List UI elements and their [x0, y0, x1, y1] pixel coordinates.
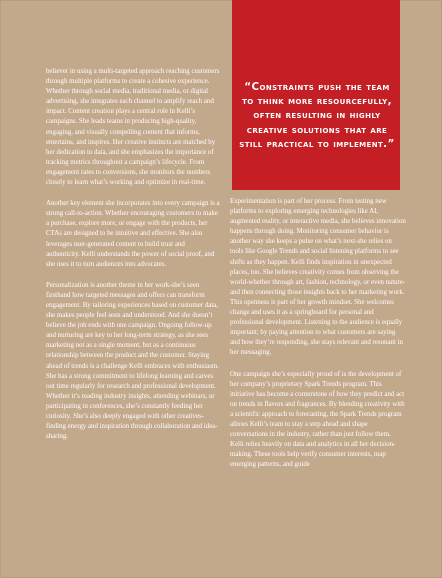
pull-quote-box [232, 0, 400, 190]
pull-quote-text: “Constraints push the team to think more resourcefully, often resulting in highly creative solutions that are still practical to implement.” [239, 81, 395, 150]
right-column [230, 197, 406, 481]
left-paragraph-1: believer in using a multi-targeted approach reaching customers through multiple platforms to create a cohesive experience. Whether through social media, traditional media, or digital advertising, she integrates each channel to amplify reach and impact. Content creation plays a central role in Kelli’s campaigns. She leads teams in producing high-quality, engaging, and visually compelling content that informs, entertains, and inspires. Her creative instincts are matched by her dedication to data, and she emphasizes the importance of tracking metrics throughout a campaign’s lifecycle. From engagement rates to conversions, she monitors the numbers closely to learn what’s working and optimize in real-time. [46, 68, 220, 187]
left-paragraph-3: Personalization is another theme in her work-she’s seen firsthand how targeted messages and offers can transform engagement. By tailoring experiences based on customer data, she makes people feel seen and understood. And she doesn’t believe the job ends with one campaign. Ongoing follow-up and nurturing are key to her long-term strategy, as she sees marketing not as a single moment, but as a continuous relationship between the product and the customer. Staying ahead of trends is a challenge Kelli embraces with enthusiasm. She has a strong commitment to lifelong learning and carves out time regularly for research and professional development. Whether it’s reading industry insights, attending webinars, or participating in conferences, she’s constantly feeding her curiosity. She’s also deeply engaged with other creatives-finding energy and inspiration through collaboration and idea-sharing. [46, 281, 219, 441]
left-paragraph-2: Another key element she incorporates into every campaign is a strong call-to-action. Whether encouraging customers to make a purchase, explore more, or engage with the products, her CTAs are designed to be intuitive and effective. She also leverages user-generated content to build trust and authenticity. Kelli understands the power of social proof, and she uses it to turn audiences into advocates. [46, 200, 220, 268]
left-column [46, 67, 220, 453]
right-paragraph-1: Experimentation is part of her process. From testing new platforms to exploring emerging technologies like AI, augmented reality, or interactive media, she believes innovation happens through doing. Monitoring consumer behavior is another way she keeps a pulse on what’s next-she relies on tools like Google Trends and social listening platforms to see shifts as they happen. Kelli finds inspiration in unexpected places, too. She believes creativity comes from observing the world-whether through art, fashion, technology, or even nature-and then connecting those insights back to her marketing work. This openness is part of her growth mindset. She welcomes change and uses it as a springboard for personal and professional development. Listening to the audience is equally important; by paying attention to what customers are saying and how they’re responding, she stays relevant and resonant in her messaging. [230, 198, 406, 357]
right-paragraph-2: One campaign she’s especially proud of is the development of her company’s proprietary Spark Trends program. This initiative has become a cornerstone of how they predict and act on trends in flavors and fragrances. By blending creativity with a scientific approach to forecasting, the Spark Trends program allows Kelli’s team to stay a step ahead and shape conversations in the industry, rather than just follow them. Kelli relies heavily on data and analytics in all her decision-making. These tools help verify consumer interests, map emerging patterns, and guide [230, 370, 405, 469]
